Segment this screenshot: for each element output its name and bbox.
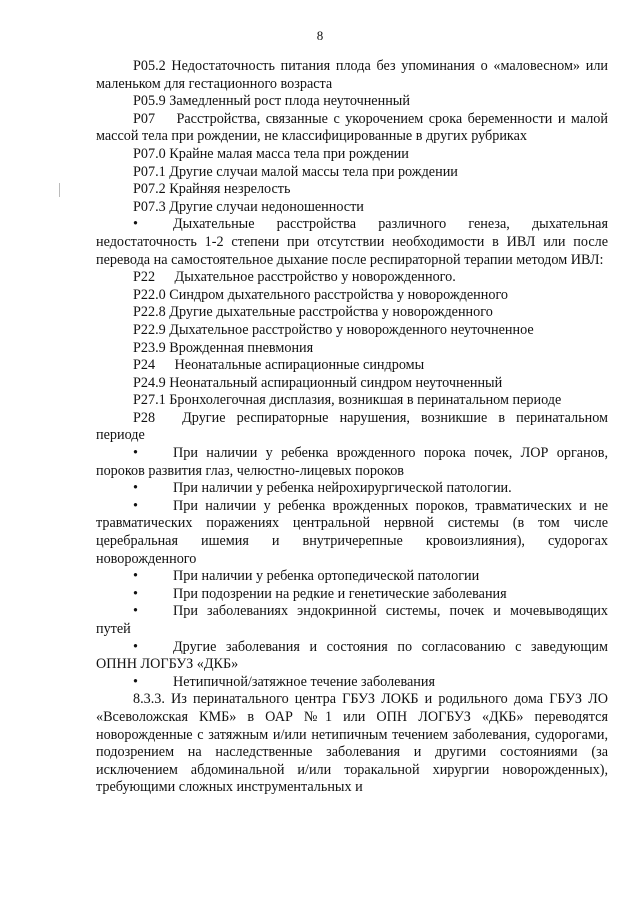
code-p22-8: P22.8 Другие дыхательные расстройства у новорожденного [133, 304, 493, 321]
code-p23-9: P23.9 Врожденная пневмония [133, 339, 314, 356]
code-p05-9: P05.9 Замедленный рост плода неуточненный [133, 93, 410, 110]
code-p22-text: Дыхательное расстройство у новорожденного. [174, 269, 456, 286]
bullet-mark: • [133, 603, 138, 620]
bullet-ortho [96, 568, 608, 586]
bullet-other-text: Другие заболевания и состояния по согласованию с заведующим ОПНН ЛОГБУЗ «ДКБ» [96, 638, 608, 673]
code-p07-label: P07 [133, 110, 156, 127]
code-p24-label: P24 [133, 357, 156, 374]
bullet-other [96, 639, 608, 674]
bullet-kidney-text: При наличии у ребенка врожденного порока почек, ЛОР органов, пороков развития глаз, челюстно-лицевых пороков [96, 445, 608, 479]
bullet-cns [96, 498, 608, 568]
bullet-neuro [96, 480, 608, 498]
code-p22-0: P22.0 Синдром дыхательного расстройства у новорожденного [133, 286, 509, 303]
code-p24-9: P24.9 Неонатальный аспирационный синдром неуточненный [133, 374, 503, 391]
bullet-mark: • [133, 445, 138, 462]
bullet-genetic [96, 586, 608, 604]
bullet-mark: • [133, 585, 138, 602]
bullet-neuro-text: При наличии у ребенка нейрохирургической патологии. [173, 480, 512, 497]
bullet-atypical-text: Нетипичной/затяжное течение заболевания [173, 673, 435, 690]
bullet-mark: • [133, 497, 138, 514]
bullet-mark: • [133, 216, 138, 233]
bullet-ortho-text: При наличии у ребенка ортопедической патологии [173, 568, 480, 585]
code-p24-text: Неонатальные аспирационные синдромы [174, 357, 425, 374]
code-p07-2: P07.2 Крайняя незрелость [133, 181, 291, 198]
margin-mark [59, 183, 60, 197]
code-p22 [96, 269, 608, 287]
code-p28-label: P28 [133, 409, 156, 426]
bullet-genetic-text: При подозрении на редкие и генетические заболевания [173, 585, 507, 602]
code-p07-1: P07.1 Другие случаи малой массы тела при рождении [133, 163, 458, 180]
code-p27-1: P27.1 Бронхолегочная дисплазия, возникшая в перинатальном периоде [133, 392, 562, 409]
page-number: 8 [316, 28, 324, 43]
code-p07-text: Расстройства, связанные с укорочением срока беременности и малой массой тела при рождении, не классифицированные в других рубриках [96, 110, 608, 145]
bullet-atypical [96, 674, 608, 692]
bullet-mark: • [133, 638, 138, 655]
code-p22-label: P22 [133, 269, 156, 286]
bullet-endocrine [96, 603, 608, 638]
document-body [96, 58, 608, 797]
bullet-endocrine-text: При заболеваниях эндокринной системы, почек и мочевыводящих путей [96, 603, 608, 637]
code-p24 [96, 357, 608, 375]
code-p22-9: P22.9 Дыхательное расстройство у новорожденного неуточненное [133, 321, 534, 338]
code-p28 [96, 410, 608, 445]
code-p07-3: P07.3 Другие случаи недоношенности [133, 198, 364, 215]
code-p07-0: P07.0 Крайне малая масса тела при рождении [133, 145, 409, 162]
bullet-respiratory-text: Дыхательные расстройства различного генеза, дыхательная недостаточность 1-2 степени при отсутствии необходимости в ИВЛ или после перевода на самостоятельное дыхание после респираторной терапии методом ИВЛ: [96, 216, 608, 268]
bullet-kidney [96, 445, 608, 480]
bullet-mark: • [133, 673, 138, 690]
section-8-3-3: 8.3.3. Из перинатального центра ГБУЗ ЛОКБ и родильного дома ГБУЗ ЛО «Всеволожская КМБ» в ОАР №1 или ОПН ЛОГБУЗ «ДКБ» переводятся новорожденные с затяжным и/или нетипичным течением заболевания, судорогами, подозрением на наследственные заболевания и другими состояниями (за исключением абдоминальной и/или торакальной хирургии новорожденных), требующими сложных инструментальных и [96, 691, 608, 796]
code-p05-2: P05.2 Недостаточность питания плода без упоминания о «маловесном» или маленьком для гестационного возраста [96, 58, 608, 92]
code-p28-text: Другие респираторные нарушения, возникшие в перинатальном периоде [96, 409, 608, 444]
bullet-respiratory [96, 216, 608, 269]
bullet-mark: • [133, 480, 138, 497]
bullet-cns-text: При наличии у ребенка врожденных пороков, травматических и не травматических поражениях центральной нервной системы (в том числе церебральная ишемия и внутричерепные кровоизлияния), судорогах новорожденного [96, 497, 608, 567]
code-p07 [96, 111, 608, 146]
bullet-mark: • [133, 568, 138, 585]
